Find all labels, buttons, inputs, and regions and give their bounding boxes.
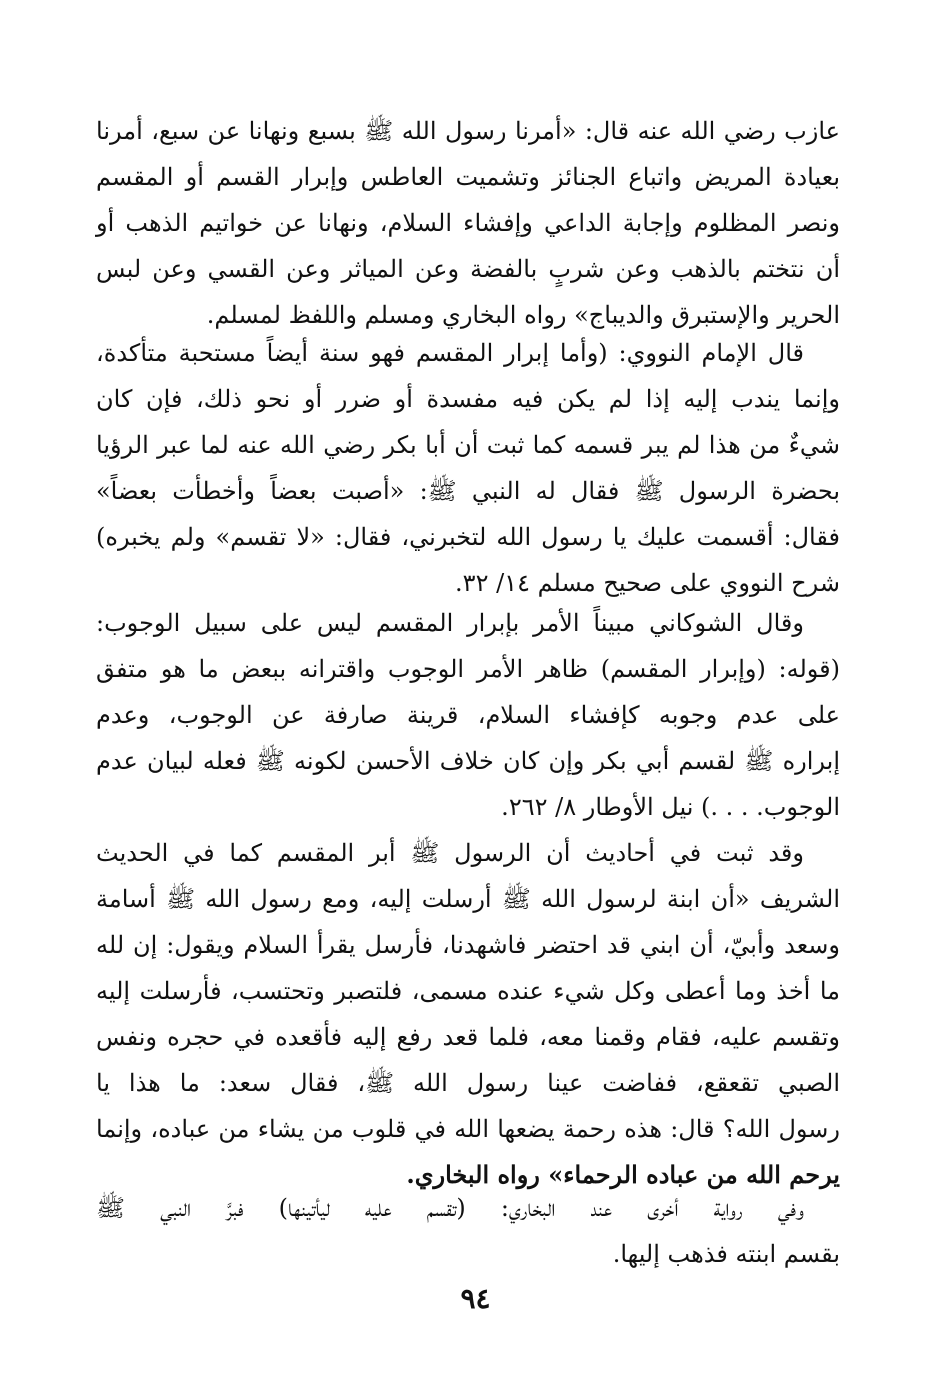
text-line: وقد ثبت في أحاديث أن الرسول ﷺ أبر المقسم كما في الحديث — [96, 839, 804, 867]
text-line: أن نتختم بالذهب وعن شربٍ بالفضة وعن المياثر وعن القسي وعن لبس — [96, 255, 840, 283]
text-line: شرح النووي على صحيح مسلم ١٤/ ٣٢. — [455, 569, 840, 597]
paragraph-other-narration — [96, 1185, 840, 1277]
text-line: ما أخذ وما أعطى وكل شيء عنده مسمى، فلتصبر وتحتسب، فأرسلت إليه — [96, 977, 841, 1005]
paragraph-hadith-daughter — [96, 830, 840, 1198]
text-line: قال الإمام النووي: (وأما إبرار المقسم فهو سنة أيضاً مستحبة متأكدة، — [96, 339, 804, 367]
text-line: الحرير والإستبرق والديباج» رواه البخاري ومسلم واللفظ لمسلم. — [206, 301, 840, 329]
paragraph-nawawi — [96, 330, 840, 606]
text-line: وقال الشوكاني مبيناً الأمر بإبرار المقسم ليس على سبيل الوجوب: — [96, 609, 804, 637]
text-line: يرحم الله من عباده الرحماء» رواه البخاري. — [406, 1160, 840, 1189]
paragraph-shawkani — [96, 600, 840, 830]
text-line: بقسم ابنته فذهب إليها. — [612, 1240, 840, 1268]
text-line: الصبي تقعقع، ففاضت عينا رسول الله ﷺ، فقال سعد: ما هذا يا — [96, 1069, 840, 1097]
text-line: على عدم وجوبه كإفشاء السلام، قرينة صارفة عن الوجوب، وعدم — [96, 701, 840, 729]
text-line: ونصر المظلوم وإجابة الداعي وإفشاء السلام، ونهانا عن خواتيم الذهب أو — [96, 209, 840, 237]
text-line: (قوله: (وإبرار المقسم) ظاهر الأمر الوجوب واقترانه ببعض ما هو متفق — [96, 655, 840, 683]
text-line: فقال: أقسمت عليك يا رسول الله لتخبرني، فقال: «لا تقسم» ولم يخبره) — [96, 523, 840, 551]
text-line: شيءٌ من هذا لم يبر قسمه كما ثبت أن أبا بكر رضي الله عنه لما عبر الرؤيا — [96, 431, 840, 459]
paragraph-hadith-seven — [96, 108, 840, 338]
text-line: رسول الله؟ قال: هذه رحمة يضعها الله في قلوب من يشاء من عباده، وإنما — [96, 1115, 840, 1143]
text-line: الشريف «أن ابنة لرسول الله ﷺ أرسلت إليه، ومع رسول الله ﷺ أسامة — [96, 885, 840, 913]
text-line: بعيادة المريض واتباع الجنائز وتشميت العاطس وإبرار القسم أو المقسم — [96, 163, 840, 191]
text-line: عازب رضي الله عنه قال: «أمرنا رسول الله ﷺ بسبع ونهانا عن سبع، أمرنا — [96, 117, 841, 145]
text-line: إبراره ﷺ لقسم أبي بكر وإن كان خلاف الأحسن لكونه ﷺ فعله لبيان عدم — [96, 747, 841, 775]
text-line: وفي رواية أخرى عند البخاري: (تقسم عليه ليأتينها) فبرَّ النبي ﷺ — [96, 1194, 804, 1222]
text-line: وسعد وأبيّ، أن ابني قد احتضر فاشهدنا، فأرسل يقرأ السلام ويقول: إن لله — [96, 931, 840, 959]
text-line: وتقسم عليه، فقام وقمنا معه، فلما قعد رفع إليه فأقعده في حجره ونفس — [96, 1023, 840, 1051]
text-line: وإنما يندب إليه إذا لم يكن فيه مفسدة أو ضرر أو نحو ذلك، فإن كان — [96, 385, 840, 413]
text-line: الوجوب. . . .) نيل الأوطار ٨/ ٢٦٢. — [501, 793, 840, 821]
text-line: بحضرة الرسول ﷺ فقال له النبي ﷺ: «أصبت بعضاً وأخطأت بعضاً» — [96, 477, 841, 505]
page-number: ٩٤ — [460, 1282, 491, 1315]
